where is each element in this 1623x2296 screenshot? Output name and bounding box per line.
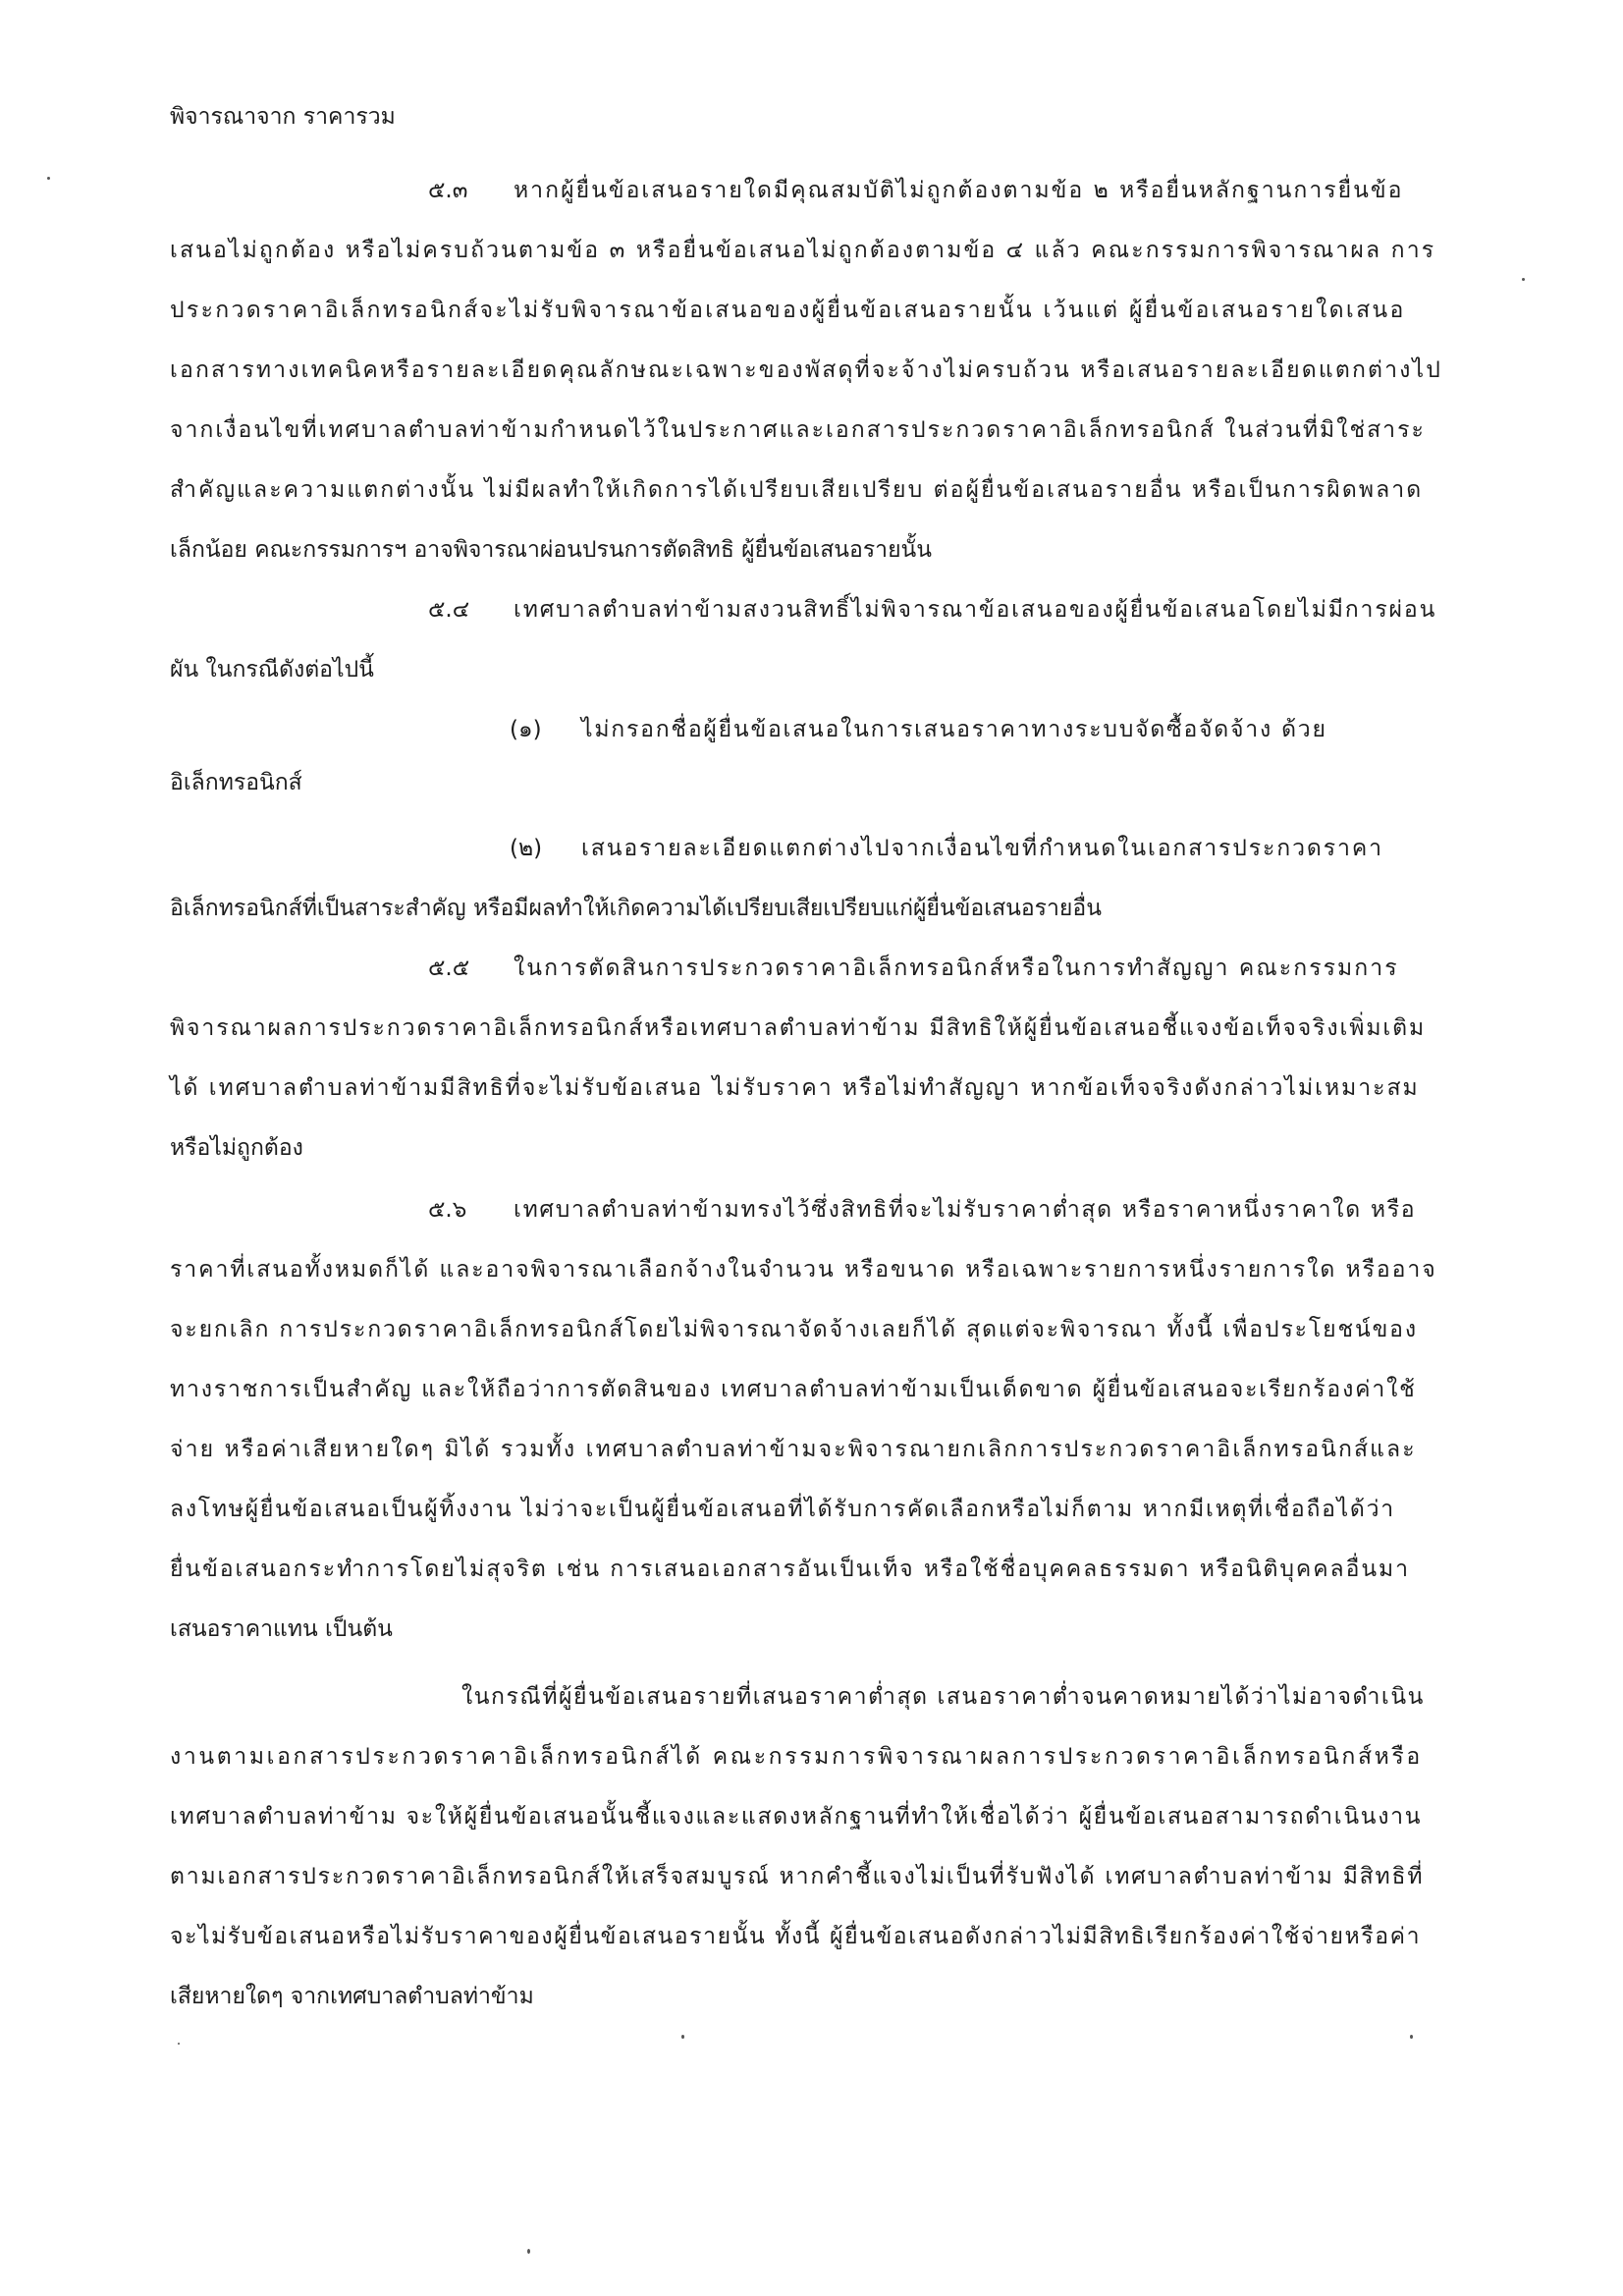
section-5-3-line: เล็กน้อย คณะกรรมการฯ อาจพิจารณาผ่อนปรนการตัดสิทธิ ผู้ยื่นข้อเสนอรายนั้น [170, 537, 933, 563]
section-5-3-line: ประกวดราคาอิเล็กทรอนิกส์จะไม่รับพิจารณาข้อเสนอของผู้ยื่นข้อเสนอรายนั้น เว้นแต่ ผู้ยื่นข้อเสนอรายใดเสนอ [170, 298, 1406, 323]
section-5-3-number: ๕.๓ [428, 178, 468, 203]
item-1-line: อิเล็กทรอนิกส์ [170, 770, 302, 795]
section-5-6-line: จ่าย หรือค่าเสียหายใดๆ มิได้ รวมทั้ง เทศบาลตำบลท่าข้ามจะพิจารณายกเลิกการประกวดราคาอิเล็กทรอนิกส์และ [170, 1437, 1417, 1462]
section-5-3-line: เอกสารทางเทคนิคหรือรายละเอียดคุณลักษณะเฉพาะของพัสดุที่จะจ้างไม่ครบถ้วน หรือเสนอรายละเอียดแตกต่างไป [170, 357, 1443, 383]
scan-speck [681, 2035, 684, 2039]
section-5-6-number: ๕.๖ [428, 1197, 467, 1223]
section-5-6-line: จะยกเลิก การประกวดราคาอิเล็กทรอนิกส์โดยไม่พิจารณาจัดจ้างเลยก็ได้ สุดแต่จะพิจารณา ทั้งนี้ เพื่อประโยชน์ของ [170, 1317, 1418, 1342]
closing-line: เสียหายใดๆ จากเทศบาลตำบลท่าข้าม [170, 1984, 534, 2009]
section-5-4-line: เทศบาลตำบลท่าข้ามสงวนสิทธิ์ไม่พิจารณาข้อเสนอของผู้ยื่นข้อเสนอโดยไม่มีการผ่อน [514, 597, 1437, 623]
closing-line: เทศบาลตำบลท่าข้าม จะให้ผู้ยื่นข้อเสนอนั้นชี้แจงและแสดงหลักฐานที่ทำให้เชื่อได้ว่า ผู้ยื่นข้อเสนอสามารถดำเนินงาน [170, 1804, 1423, 1830]
section-5-5-line: หรือไม่ถูกต้อง [170, 1135, 303, 1161]
item-1-line: ไม่กรอกชื่อผู้ยื่นข้อเสนอในการเสนอราคาทางระบบจัดซื้อจัดจ้าง ด้วย [581, 717, 1327, 742]
section-5-5-number: ๕.๕ [428, 956, 470, 981]
section-5-6-line: เทศบาลตำบลท่าข้ามทรงไว้ซึ่งสิทธิที่จะไม่รับราคาต่ำสุด หรือราคาหนึ่งราคาใด หรือ [514, 1197, 1417, 1223]
section-5-6-line: ยื่นข้อเสนอกระทำการโดยไม่สุจริต เช่น การเสนอเอกสารอันเป็นเท็จ หรือใช้ชื่อบุคคลธรรมดา หรือนิติบุคคลอื่นมา [170, 1557, 1410, 1582]
section-5-3-line: จากเงื่อนไขที่เทศบาลตำบลท่าข้ามกำหนดไว้ในประกาศและเอกสารประกวดราคาอิเล็กทรอนิกส์ ในส่วนที่มิใช่สาระ [170, 417, 1426, 443]
intro-line: พิจารณาจาก ราคารวม [170, 104, 396, 130]
section-5-5-line: ในการตัดสินการประกวดราคาอิเล็กทรอนิกส์หรือในการทำสัญญา คณะกรรมการ [514, 956, 1399, 981]
section-5-5-line: ได้ เทศบาลตำบลท่าข้ามมีสิทธิที่จะไม่รับข้อเสนอ ไม่รับราคา หรือไม่ทำสัญญา หากข้อเท็จจริงดังกล่าวไม่เหมาะสม [170, 1075, 1420, 1101]
item-2-line: อิเล็กทรอนิกส์ที่เป็นสาระสำคัญ หรือมีผลทำให้เกิดความได้เปรียบเสียเปรียบแก่ผู้ยื่นข้อเสนอรายอื่น [170, 896, 1102, 921]
section-5-5-line: พิจารณาผลการประกวดราคาอิเล็กทรอนิกส์หรือเทศบาลตำบลท่าข้าม มีสิทธิให้ผู้ยื่นข้อเสนอชี้แจงข้อเท็จจริงเพิ่มเติม [170, 1015, 1427, 1041]
section-5-3-line: หากผู้ยื่นข้อเสนอรายใดมีคุณสมบัติไม่ถูกต้องตามข้อ ๒ หรือยื่นหลักฐานการยื่นข้อ [514, 178, 1404, 203]
scan-speck [527, 2249, 530, 2254]
closing-line: จะไม่รับข้อเสนอหรือไม่รับราคาของผู้ยื่นข้อเสนอรายนั้น ทั้งนี้ ผู้ยื่นข้อเสนอดังกล่าวไม่มีสิทธิเรียกร้องค่าใช้จ่ายหรือค่า [170, 1924, 1422, 1949]
section-5-6-line: เสนอราคาแทน เป็นต้น [170, 1616, 393, 1642]
section-5-6-line: ทางราชการเป็นสำคัญ และให้ถือว่าการตัดสินของ เทศบาลตำบลท่าข้ามเป็นเด็ดขาด ผู้ยื่นข้อเสนอจะเรียกร้องค่าใช้ [170, 1377, 1417, 1402]
section-5-4-number: ๕.๔ [428, 597, 470, 623]
closing-line: ในกรณีที่ผู้ยื่นข้อเสนอรายที่เสนอราคาต่ำสุด เสนอราคาต่ำจนคาดหมายได้ว่าไม่อาจดำเนิน [461, 1684, 1425, 1710]
scan-speck [1410, 2035, 1413, 2039]
item-2-line: เสนอรายละเอียดแตกต่างไปจากเงื่อนไขที่กำหนดในเอกสารประกวดราคา [581, 836, 1383, 861]
item-2-number: (๒) [510, 836, 543, 861]
scan-speck [1522, 278, 1525, 281]
closing-line: ตามเอกสารประกวดราคาอิเล็กทรอนิกส์ให้เสร็จสมบูรณ์ หากคำชี้แจงไม่เป็นที่รับฟังได้ เทศบาลตำบลท่าข้าม มีสิทธิที่ [170, 1864, 1425, 1889]
scan-speck [178, 2043, 180, 2045]
item-1-number: (๑) [510, 717, 542, 742]
section-5-4-line: ผัน ในกรณีดังต่อไปนี้ [170, 657, 374, 683]
section-5-6-line: ราคาที่เสนอทั้งหมดก็ได้ และอาจพิจารณาเลือกจ้างในจำนวน หรือขนาด หรือเฉพาะรายการหนึ่งรายการใด หรืออาจ [170, 1257, 1437, 1283]
scan-speck [47, 177, 50, 180]
section-5-3-line: สำคัญและความแตกต่างนั้น ไม่มีผลทำให้เกิดการได้เปรียบเสียเปรียบ ต่อผู้ยื่นข้อเสนอรายอื่น หรือเป็นการผิดพลาด [170, 477, 1424, 503]
section-5-3-line: เสนอไม่ถูกต้อง หรือไม่ครบถ้วนตามข้อ ๓ หรือยื่นข้อเสนอไม่ถูกต้องตามข้อ ๔ แล้ว คณะกรรมการพิจารณาผล การ [170, 238, 1436, 263]
closing-line: งานตามเอกสารประกวดราคาอิเล็กทรอนิกส์ได้ คณะกรรมการพิจารณาผลการประกวดราคาอิเล็กทรอนิกส์หรือ [170, 1744, 1423, 1770]
section-5-6-line: ลงโทษผู้ยื่นข้อเสนอเป็นผู้ทิ้งงาน ไม่ว่าจะเป็นผู้ยื่นข้อเสนอที่ได้รับการคัดเลือกหรือไม่ก็ตาม หากมีเหตุที่เชื่อถือได้ว่า [170, 1497, 1395, 1522]
